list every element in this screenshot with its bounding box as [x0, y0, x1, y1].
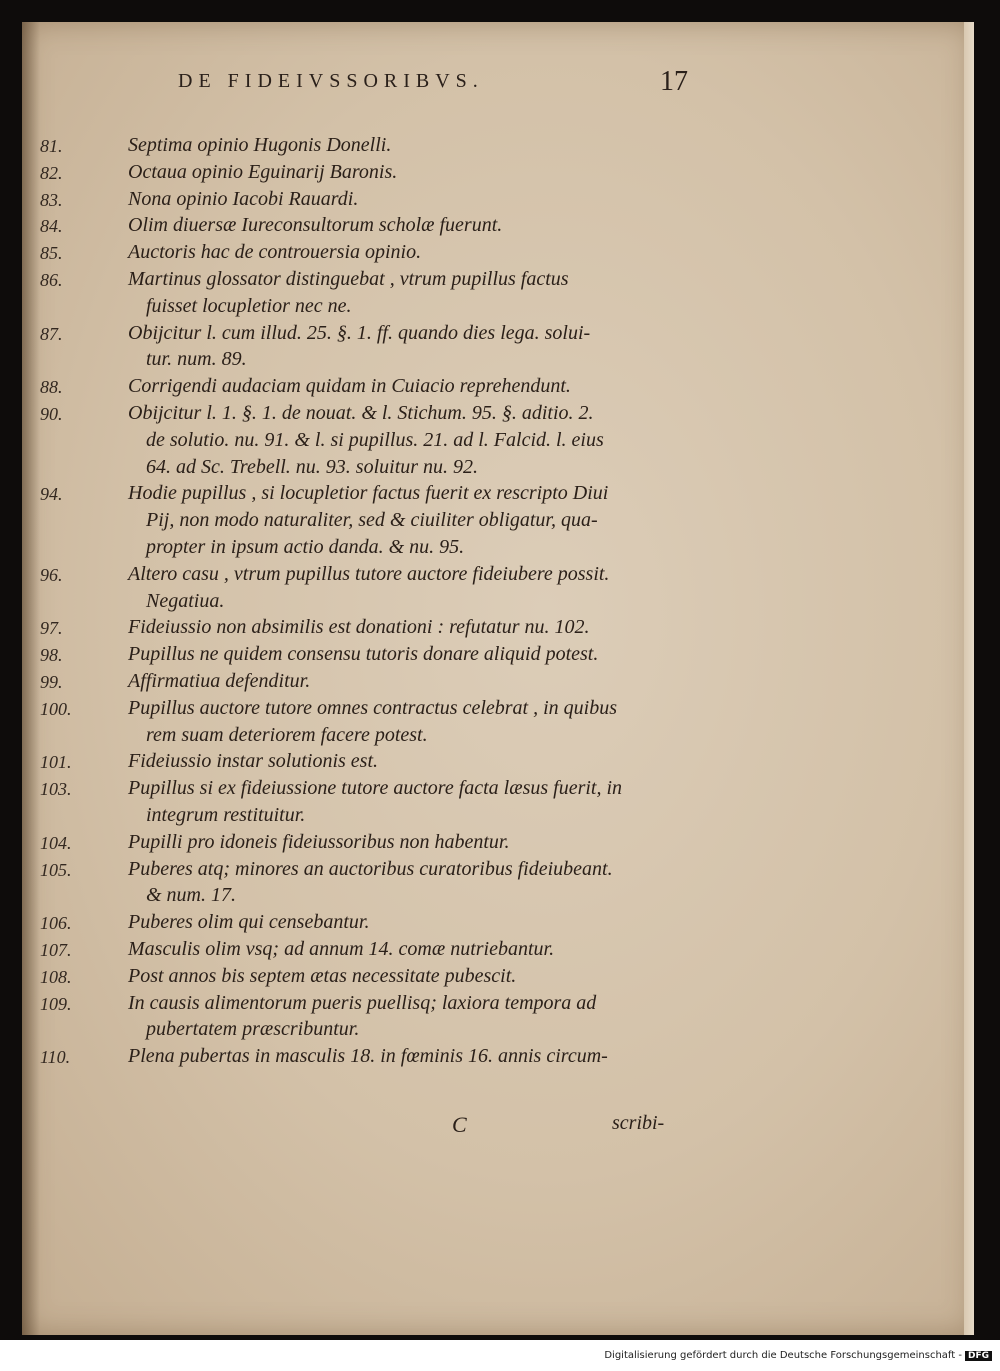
page-edge — [964, 22, 974, 1335]
entry-text-line: Octaua opinio Eguinarij Baronis. — [128, 160, 398, 183]
entry-text-line: Negatiua. — [146, 589, 225, 612]
entry-text-line: Martinus glossator distinguebat , vtrum pupillus factus — [128, 268, 569, 290]
entry-number: 87. — [40, 323, 63, 344]
entry-text-line: Hodie pupillus , si locupletior factus fuerit ex rescripto Diui — [128, 482, 609, 505]
entry-number: 107. — [40, 940, 72, 960]
entry-number: 103. — [40, 779, 72, 800]
entry-text-line: Corrigendi audaciam quidam in Cuiacio reprehendunt. — [128, 375, 571, 398]
entry-number: 96. — [40, 564, 63, 585]
entry-text-line: 64. ad Sc. Trebell. nu. 93. soluitur nu. 92. — [146, 455, 479, 478]
entry-number: 90. — [40, 404, 63, 424]
entry-text-line: Septima opinio Hugonis Donelli. — [128, 134, 392, 156]
entry-text-line: rem suam deteriorem facere potest. — [146, 723, 428, 746]
signature-mark: C — [452, 1112, 467, 1137]
entry-number: 81. — [40, 136, 63, 156]
entry-text-line: Affirmatiua defenditur. — [128, 670, 311, 692]
entry-number: 109. — [40, 993, 72, 1014]
entry-text-line: Auctoris hac de controuersia opinio. — [128, 241, 422, 264]
entry-text-line: Pupillus si ex fideiussione tutore auctore facta læsus fuerit, in — [128, 777, 623, 800]
entry-text-line: Post annos bis septem ætas necessitate pubescit. — [128, 964, 517, 987]
entry-text-line: integrum restituitur. — [146, 803, 306, 826]
entry-number: 110. — [40, 1047, 71, 1068]
entry-text-line: & num. 17. — [146, 884, 236, 907]
entry-number: 88. — [40, 377, 63, 398]
entry-text-line: Fideiussio non absimilis est donationi : refutatur nu. 102. — [128, 616, 590, 639]
entry-number: 85. — [40, 243, 63, 264]
entry-text-line: Puberes atq; minores an auctoribus curatoribus fideiubeant. — [128, 857, 613, 880]
catchword: scribi- — [612, 1112, 665, 1134]
entry-text-line: tur. num. 89. — [146, 348, 247, 371]
entry-text-line: Pupillus auctore tutore omnes contractus celebrat , in quibus — [128, 696, 618, 719]
credit-text: Digitalisierung gefördert durch die Deutsche Forschungsgemeinschaft - — [604, 1350, 962, 1361]
entry-text-line: Altero casu , vtrum pupillus tutore auctore fideiubere possit. — [128, 562, 610, 585]
entry-number: 101. — [40, 752, 72, 773]
entry-number: 98. — [40, 645, 63, 666]
entry-text-line: Pupilli pro idoneis fideiussoribus non habentur. — [128, 830, 510, 853]
entry-text-line: propter in ipsum actio danda. & nu. 95. — [146, 535, 465, 558]
entry-number: 94. — [40, 484, 63, 505]
entry-text-line: Pupillus ne quidem consensu tutoris donare aliquid potest. — [128, 643, 599, 666]
entry-number: 84. — [40, 216, 63, 237]
entry-number: 106. — [40, 913, 72, 934]
running-head: DE FIDEIVSSORIBVS. — [178, 70, 484, 92]
entry-number: 105. — [40, 859, 72, 880]
entry-number: 100. — [40, 698, 72, 719]
dfg-logo: DFG — [965, 1351, 992, 1361]
entry-text-line: Obijcitur l. cum illud. 25. §. 1. ff. quando dies lega. solui- — [128, 321, 591, 344]
entry-number: 82. — [40, 162, 63, 183]
entry-text-line: de solutio. nu. 91. & l. si pupillus. 21. ad l. Falcid. l. eius — [146, 428, 604, 451]
entry-number: 83. — [40, 189, 63, 210]
entry-number: 104. — [40, 832, 72, 853]
entry-text-line: Obijcitur l. 1. §. 1. de nouat. & l. Stichum. 95. §. aditio. 2. — [128, 402, 594, 424]
entry-text-line: Plena pubertas in masculis 18. in fœminis 16. annis circum- — [128, 1045, 608, 1068]
digitization-credit — [604, 1350, 992, 1361]
entry-text-line: Masculis olim vsq; ad annum 14. comæ nutriebantur. — [128, 938, 555, 960]
entry-text-line: Olim diuersæ Iureconsultorum scholæ fuerunt. — [128, 214, 503, 237]
entry-number: 86. — [40, 270, 63, 290]
entry-text-line: In causis alimentorum pueris puellisq; laxiora tempora ad — [128, 991, 597, 1014]
entry-number: 97. — [40, 618, 63, 639]
entry-text-line: Pij, non modo naturaliter, sed & ciuiliter obligatur, qua- — [146, 509, 598, 532]
entry-text-line: Puberes olim qui censebantur. — [128, 911, 370, 934]
entry-number: 99. — [40, 672, 63, 692]
entry-number: 108. — [40, 966, 72, 987]
entry-text-line: Fideiussio instar solutionis est. — [128, 750, 379, 773]
entry-text-line: Nona opinio Iacobi Rauardi. — [128, 187, 359, 210]
entry-text-line: pubertatem præscribuntur. — [146, 1018, 360, 1041]
page-number: 17 — [660, 66, 688, 97]
entry-text-line: fuisset locupletior nec ne. — [146, 294, 352, 317]
